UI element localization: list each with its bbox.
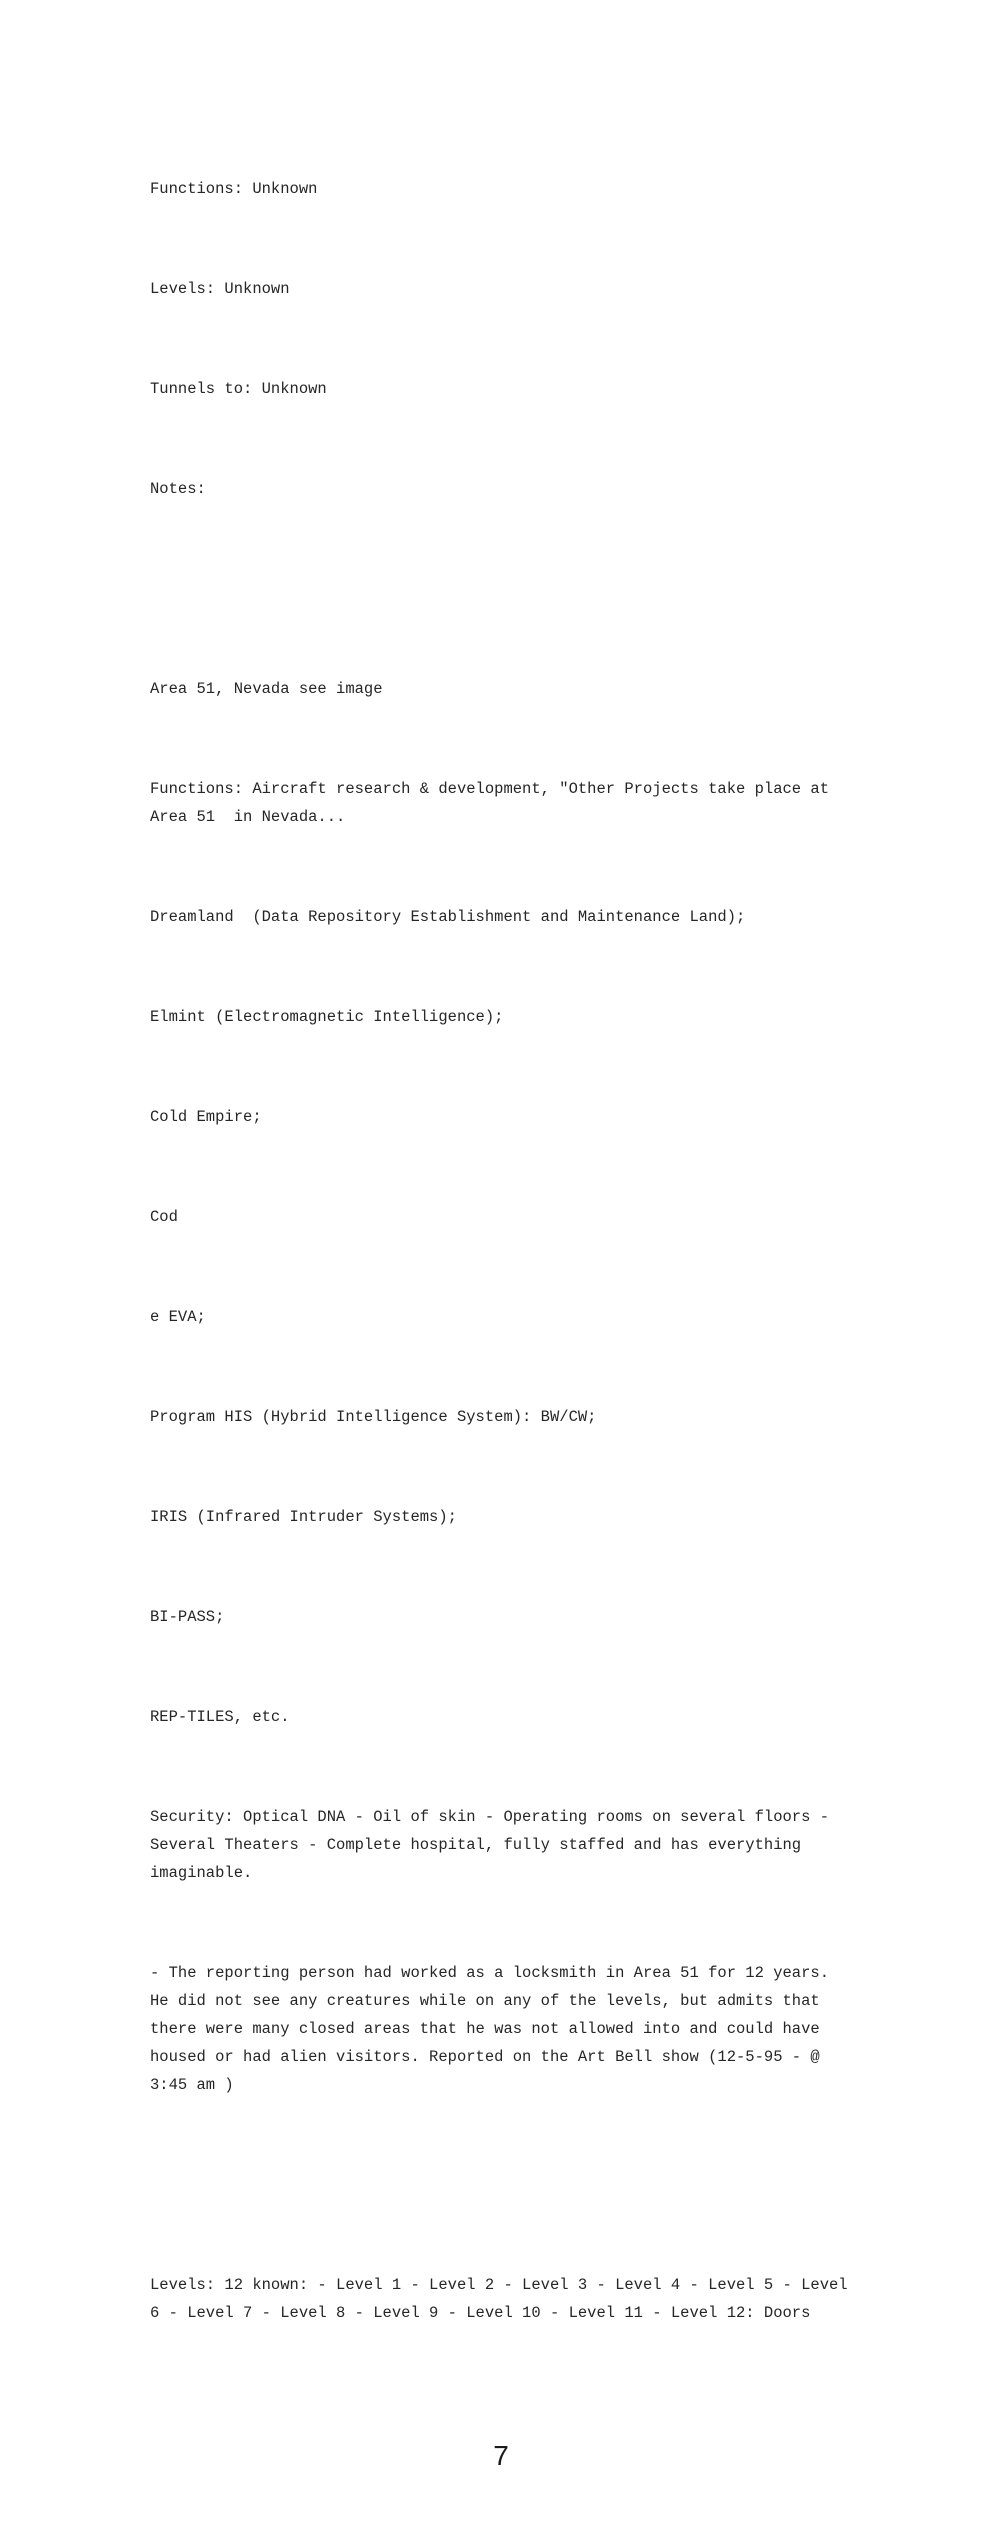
para-security: Security: Optical DNA - Oil of skin - Operating rooms on several floors - Several Theaters - Complete hospital, fully staffed and has everything imaginable. (150, 1808, 839, 1882)
para-tunnels-to-unknown: Tunnels to: Unknown (150, 380, 327, 398)
para-notes: Notes: (150, 480, 206, 498)
para-dreamland: Dreamland (Data Repository Establishment and Maintenance Land); (150, 908, 746, 926)
para-area51-heading: Area 51, Nevada see image (150, 680, 383, 698)
para-cold-empire: Cold Empire; (150, 1108, 262, 1126)
document-body-text (150, 119, 857, 2529)
para-iris: IRIS (Infrared Intruder Systems); (150, 1508, 457, 1526)
para-rep-tiles: REP-TILES, etc. (150, 1708, 290, 1726)
para-blank-1 (150, 575, 852, 603)
para-reporting-person: - The reporting person had worked as a locksmith in Area 51 for 12 years. He did not see any creatures while on any of the levels, but admits that there were many closed areas that he was not allowed into and could have housed or had alien visitors. Reported on the Art Bell show (12-5-95 - @ 3:45 am ) (150, 1964, 839, 2094)
para-program-his: Program HIS (Hybrid Intelligence System): BW/CW; (150, 1408, 597, 1426)
para-blank-2 (150, 2171, 852, 2199)
para-cod: Cod (150, 1208, 178, 1226)
para-levels-unknown: Levels: Unknown (150, 280, 290, 298)
para-functions-unknown: Functions: Unknown (150, 180, 318, 198)
para-bi-pass: BI-PASS; (150, 1608, 225, 1626)
page-number: 7 (493, 2440, 509, 2471)
para-e-eva: e EVA; (150, 1308, 206, 1326)
para-functions-aircraft: Functions: Aircraft research & development, ″Other Projects take place at Area 51 in Nevada... (150, 780, 839, 826)
para-levels-12-known: Levels: 12 known: - Level 1 - Level 2 - Level 3 - Level 4 - Level 5 - Level 6 - Level 7 - Level 8 - Level 9 - Level 10 - Level 11 - Level 12: Doors (150, 2276, 857, 2322)
para-elmint: Elmint (Electromagnetic Intelligence); (150, 1008, 504, 1026)
